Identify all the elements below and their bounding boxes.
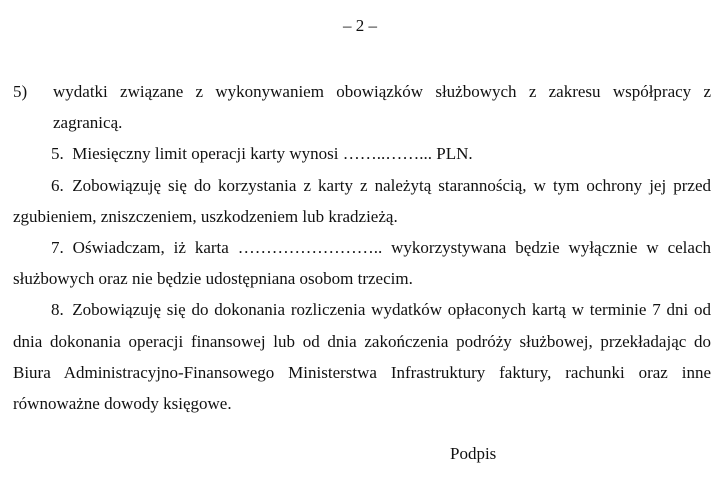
page-number: – 2 – [343,16,377,35]
paragraph-8-settlement: 8. Zobowiązuję się do dokonania rozliczenia wydatków opłaconych kartą w terminie 7 dni od dnia dokonania operacji finansowej lub od dnia zakończenia podróży służbowej, przekładając do Biura Administracyjno-Finansowego Ministerstwa Infrastruktury faktury, rachunki oraz inne równoważne dowody księgowe. [13,300,711,414]
paragraph-5-card-limit: 5. Miesięczny limit operacji karty wynosi ……..……... PLN. [51,144,473,164]
signature-label: Podpis [450,444,497,463]
document-body [13,76,711,419]
paragraph-6-card-care: 6. Zobowiązuję się do korzystania z karty z należytą starannością, w tym ochrony jej przed zgubieniem, zniszczeniem, uszkodzeniem lub kradzieżą. [13,175,711,226]
paragraph-7-card-declaration: 7. Oświadczam, iż karta …………………….. wykorzystywana będzie wyłącznie w celach służbowych oraz nie będzie udostępniana osobom trzecim. [13,238,711,289]
list-item-5 [13,76,711,138]
list-item-5-text: wydatki związane z wykonywaniem obowiązków służbowych z zakresu współpracy z zagranicą. [53,82,711,133]
list-item-5-number: 5) [13,82,28,101]
